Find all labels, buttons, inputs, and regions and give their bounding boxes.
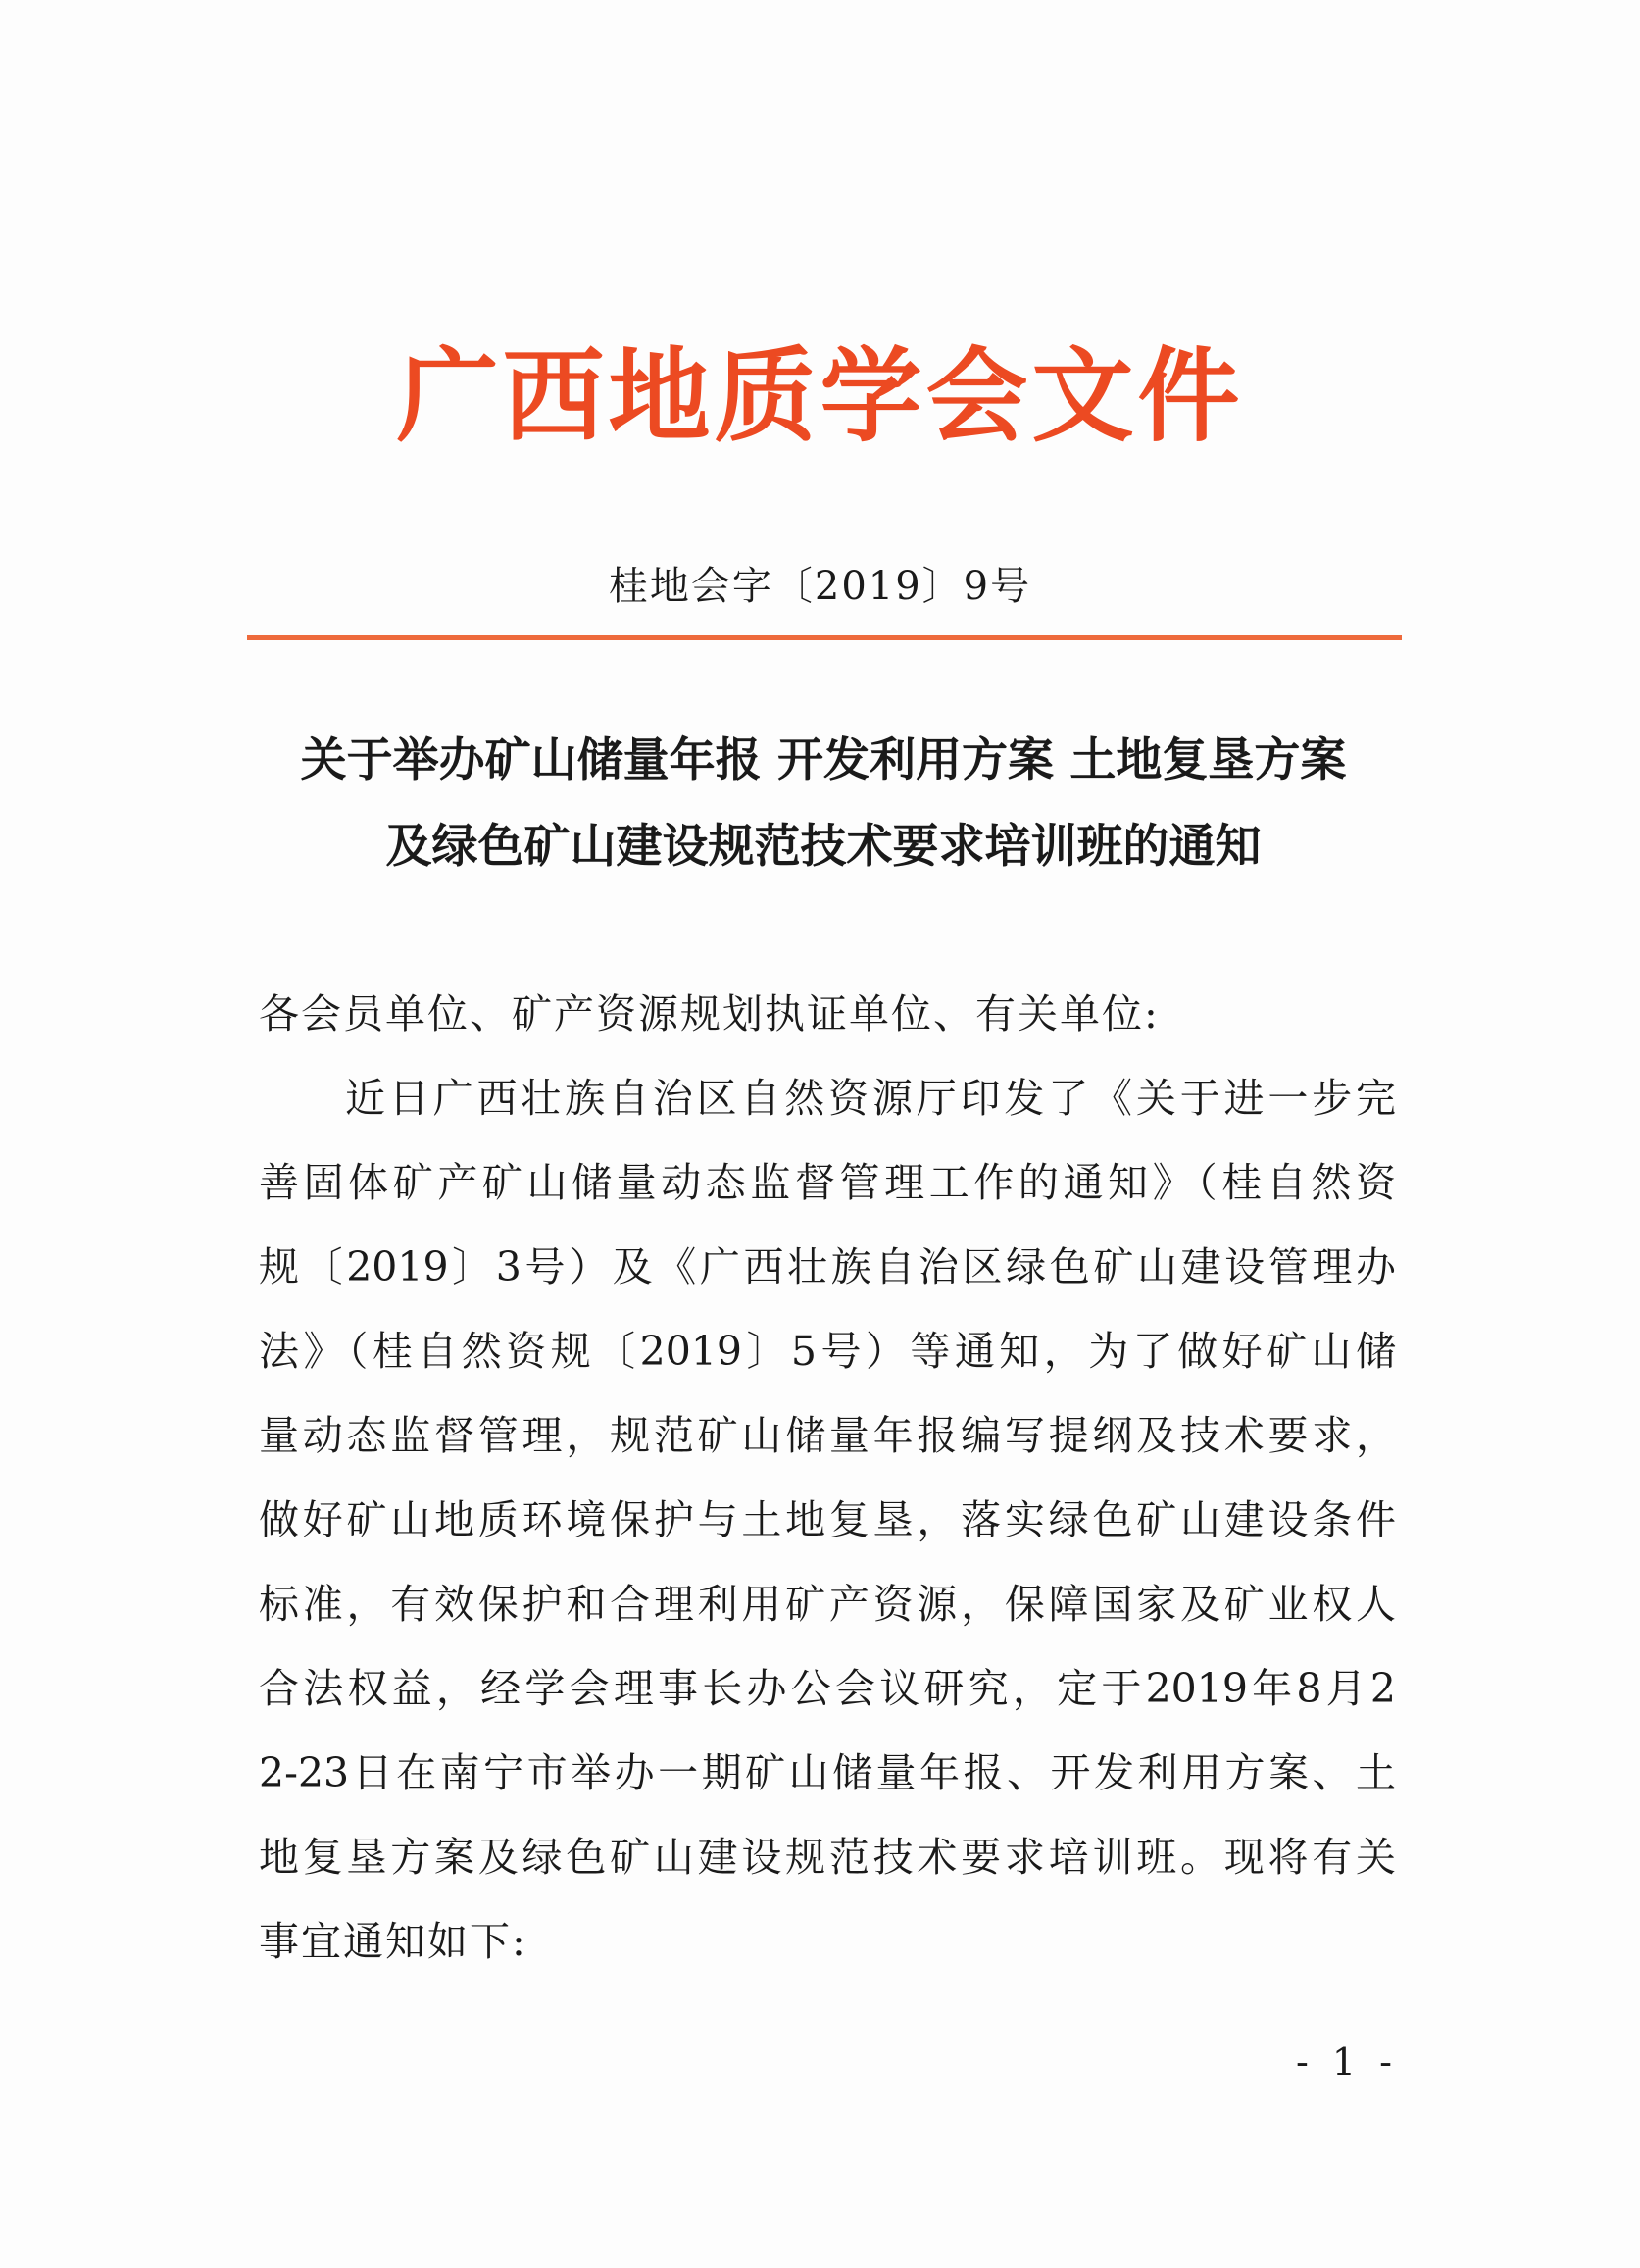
body-text-line: 地复垦方案及绿色矿山建设规范技术要求培训班。现将有关 — [259, 1834, 1396, 1881]
body-text-line: 近日广西壮族自治区自然资源厅印发了《关于进一步完 — [345, 1075, 1396, 1122]
document-number: 桂地会字〔2019〕9号 — [608, 564, 1032, 609]
body-text-line: 事宜通知如下: — [259, 1918, 527, 1965]
notice-title-line-1: 关于举办矿山储量年报 开发利用方案 土地复垦方案 — [300, 733, 1347, 787]
body-text-line: 法》（桂自然资规〔2019〕5号）等通知，为了做好矿山储 — [259, 1328, 1396, 1375]
body-text-line: 做好矿山地质环境保护与土地复垦，落实绿色矿山建设条件 — [259, 1496, 1396, 1543]
page-number: - 1 - — [1296, 2041, 1399, 2084]
header-divider — [247, 635, 1402, 640]
body-text-line: 标准，有效保护和合理利用矿产资源，保障国家及矿业权人 — [259, 1581, 1396, 1628]
body-text-line: 2-23日在南宁市举办一期矿山储量年报、开发利用方案、土 — [259, 1749, 1396, 1796]
body-text-line: 善固体矿产矿山储量动态监督管理工作的通知》（桂自然资 — [259, 1159, 1396, 1206]
body-text-line: 规〔2019〕3号）及《广西壮族自治区绿色矿山建设管理办 — [259, 1243, 1396, 1290]
body-text-line: 合法权益，经学会理事长办公会议研究，定于2019年8月2 — [259, 1665, 1396, 1712]
issuing-organization-title: 广西地质学会文件 — [396, 336, 1244, 456]
body-text-line: 量动态监督管理，规范矿山储量年报编写提纲及技术要求， — [259, 1412, 1396, 1459]
notice-title-line-2: 及绿色矿山建设规范技术要求培训班的通知 — [385, 820, 1262, 874]
salutation: 各会员单位、矿产资源规划执证单位、有关单位: — [259, 990, 1160, 1037]
